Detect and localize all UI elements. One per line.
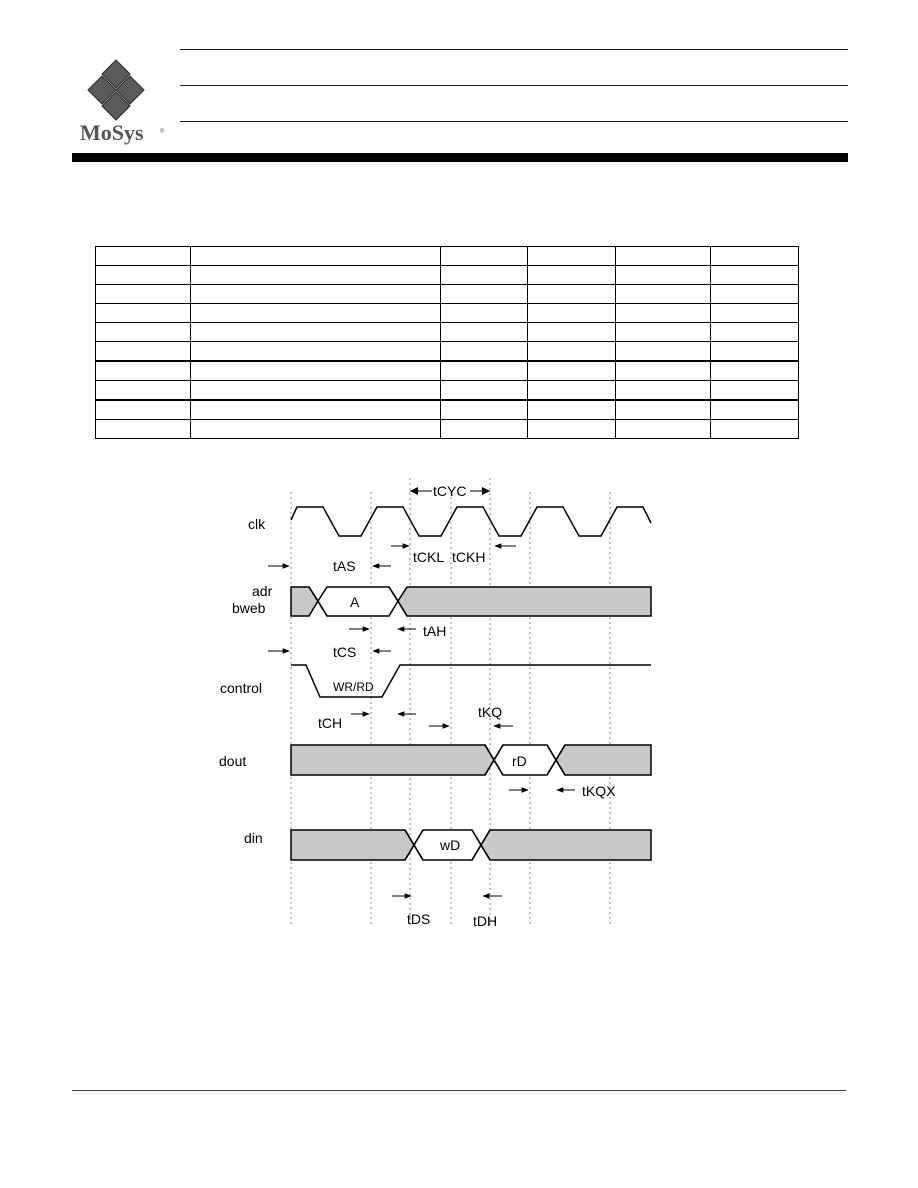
table-cell: [96, 247, 191, 266]
table-cell: [711, 304, 799, 323]
table-cell: [528, 400, 616, 420]
table-cell: [191, 420, 441, 439]
table-row: [96, 266, 799, 285]
table-cell: [191, 400, 441, 420]
table-cell: [96, 266, 191, 285]
header-rule-bottom: [180, 121, 848, 122]
table-cell: [96, 285, 191, 304]
table-row: [96, 400, 799, 420]
table-row: [96, 361, 799, 381]
table-cell: [711, 400, 799, 420]
param-tCKH: tCKH: [452, 549, 486, 565]
param-tDH: tDH: [473, 913, 498, 929]
table-cell: [616, 304, 711, 323]
adr-bus: [291, 587, 651, 616]
table-cell: [441, 285, 528, 304]
table-cell: [616, 266, 711, 285]
param-tKQ: tKQ: [478, 704, 503, 720]
signal-label-din: din: [244, 830, 263, 846]
table-cell: [441, 247, 528, 266]
table-cell: [711, 342, 799, 362]
timing-diagram: [210, 470, 670, 935]
bus-value-write-data: wD: [440, 837, 461, 853]
table-cell: [616, 342, 711, 362]
header-rule-middle: [180, 85, 848, 86]
table-cell: [441, 361, 528, 381]
table-cell: [191, 266, 441, 285]
table-cell: [616, 361, 711, 381]
mosys-logo: [74, 56, 176, 148]
table-cell: [528, 381, 616, 401]
table-cell: [441, 342, 528, 362]
table-cell: [441, 400, 528, 420]
param-tKQX: tKQX: [582, 783, 616, 799]
timing-spec-table: [95, 246, 799, 439]
table-cell: [191, 381, 441, 401]
table-cell: [96, 342, 191, 362]
table-cell: [711, 247, 799, 266]
table-row: [96, 342, 799, 362]
param-tCS: tCS: [333, 644, 357, 660]
table-cell: [616, 420, 711, 439]
bus-value-control: WR/RD: [333, 680, 374, 694]
table-cell: [616, 400, 711, 420]
table-cell: [711, 285, 799, 304]
table-cell: [96, 381, 191, 401]
table-row: [96, 247, 799, 266]
timing-diagram-svg: [210, 470, 670, 935]
table-cell: [441, 266, 528, 285]
table-cell: [96, 420, 191, 439]
table-cell: [528, 247, 616, 266]
signal-label-control: control: [220, 680, 263, 696]
logo-text: MoSys: [80, 120, 144, 145]
signal-label-dout: dout: [219, 753, 247, 769]
table-cell: [711, 381, 799, 401]
table-cell: [528, 304, 616, 323]
table-cell: [528, 420, 616, 439]
table-cell: [191, 361, 441, 381]
table-cell: [441, 381, 528, 401]
table-cell: [96, 304, 191, 323]
svg-text:®: ®: [160, 129, 165, 135]
table-row: [96, 285, 799, 304]
table-row: [96, 304, 799, 323]
table-cell: [616, 381, 711, 401]
signal-label-bweb: bweb: [232, 600, 266, 616]
param-tAH: tAH: [423, 623, 447, 639]
header-bar: [72, 153, 848, 162]
table-cell: [711, 266, 799, 285]
table-cell: [191, 304, 441, 323]
signal-label-adr: adr: [252, 583, 273, 599]
clk-waveform: [291, 507, 651, 536]
table-cell: [96, 323, 191, 342]
table-cell: [711, 361, 799, 381]
table-cell: [441, 420, 528, 439]
table-cell: [528, 285, 616, 304]
table-cell: [711, 323, 799, 342]
table-cell: [528, 266, 616, 285]
bus-value-address: A: [350, 594, 360, 610]
table-row: [96, 323, 799, 342]
table-cell: [191, 323, 441, 342]
table-cell: [191, 247, 441, 266]
table-cell: [528, 361, 616, 381]
table-cell: [616, 247, 711, 266]
table-cell: [616, 323, 711, 342]
din-bus: [291, 830, 651, 860]
table-row: [96, 381, 799, 401]
param-tCH: tCH: [318, 715, 343, 731]
table-cell: [96, 400, 191, 420]
table-cell: [441, 323, 528, 342]
param-tCKL: tCKL: [413, 549, 445, 565]
param-tCYC: tCYC: [433, 483, 467, 499]
table-cell: [711, 420, 799, 439]
signal-label-clk: clk: [248, 516, 266, 532]
table-cell: [616, 285, 711, 304]
footer-rule: [72, 1090, 846, 1091]
table-cell: [96, 361, 191, 381]
table-cell: [528, 342, 616, 362]
table-cell: [528, 323, 616, 342]
param-tAS: tAS: [333, 558, 356, 574]
table-row: [96, 420, 799, 439]
table-cell: [441, 304, 528, 323]
header-rule-top: [180, 49, 848, 50]
dout-bus: [291, 745, 651, 775]
bus-value-read-data: rD: [512, 753, 527, 769]
param-tDS: tDS: [407, 911, 431, 927]
table-cell: [191, 285, 441, 304]
table-cell: [191, 342, 441, 362]
